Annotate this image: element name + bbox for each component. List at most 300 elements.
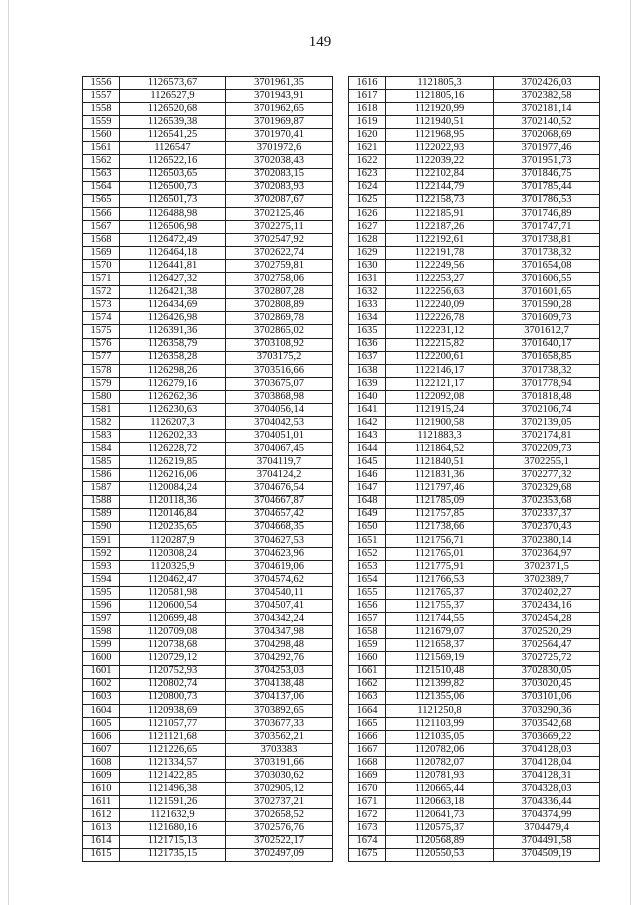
x-coordinate-cell: 1121785,09: [386, 495, 494, 508]
y-coordinate-cell: 3702905,12: [226, 783, 333, 796]
point-number-cell: 1633: [349, 299, 386, 312]
y-coordinate-cell: 3704124,2: [226, 469, 333, 482]
x-coordinate-cell: 1122102,84: [386, 168, 494, 181]
point-number-cell: 1645: [349, 456, 386, 469]
point-number-cell: 1614: [83, 835, 120, 848]
y-coordinate-cell: 3701738,32: [494, 247, 600, 260]
point-number-cell: 1634: [349, 312, 386, 325]
y-coordinate-cell: 3702337,37: [494, 508, 600, 521]
x-coordinate-cell: 1122226,78: [386, 312, 494, 325]
x-coordinate-cell: 1122231,12: [386, 325, 494, 338]
x-coordinate-cell: 1126501,73: [120, 194, 226, 207]
x-coordinate-cell: 1126527,9: [120, 90, 226, 103]
table-row: [349, 90, 600, 103]
x-coordinate-cell: 1120802,74: [120, 678, 226, 691]
x-coordinate-cell: 1126472,49: [120, 233, 226, 246]
y-coordinate-cell: 3701970,41: [226, 129, 333, 142]
point-number-cell: 1598: [83, 626, 120, 639]
y-coordinate-cell: 3701654,08: [494, 260, 600, 273]
point-number-cell: 1603: [83, 691, 120, 704]
point-number-cell: 1596: [83, 600, 120, 613]
point-number-cell: 1669: [349, 770, 386, 783]
x-coordinate-cell: 1126358,28: [120, 351, 226, 364]
y-coordinate-cell: 3704042,53: [226, 417, 333, 430]
y-coordinate-cell: 3704138,48: [226, 678, 333, 691]
table-row: [349, 260, 600, 273]
x-coordinate-cell: 1121744,55: [386, 613, 494, 626]
table-row: [83, 456, 333, 469]
point-number-cell: 1577: [83, 351, 120, 364]
x-coordinate-cell: 1121940,51: [386, 116, 494, 129]
y-coordinate-cell: 3704137,06: [226, 691, 333, 704]
x-coordinate-cell: 1122092,08: [386, 390, 494, 403]
table-row: [83, 403, 333, 416]
y-coordinate-cell: 3704668,35: [226, 521, 333, 534]
x-coordinate-cell: 1121756,71: [386, 534, 494, 547]
table-row: [349, 796, 600, 809]
table-row: [349, 390, 600, 403]
table-row: [349, 403, 600, 416]
page-number: 149: [308, 34, 332, 50]
x-coordinate-cell: 1122185,91: [386, 207, 494, 220]
x-coordinate-cell: 1120782,06: [386, 743, 494, 756]
point-number-cell: 1624: [349, 181, 386, 194]
x-coordinate-cell: 1122249,56: [386, 260, 494, 273]
point-number-cell: 1647: [349, 482, 386, 495]
y-coordinate-cell: 3701818,48: [494, 390, 600, 403]
y-coordinate-cell: 3704619,06: [226, 560, 333, 573]
table-row: [83, 796, 333, 809]
point-number-cell: 1591: [83, 534, 120, 547]
point-number-cell: 1587: [83, 482, 120, 495]
point-number-cell: 1649: [349, 508, 386, 521]
point-number-cell: 1656: [349, 600, 386, 613]
y-coordinate-cell: 3703542,68: [494, 717, 600, 730]
point-number-cell: 1611: [83, 796, 120, 809]
table-row: [349, 848, 600, 861]
table-row: [349, 233, 600, 246]
table-row: [349, 77, 600, 90]
y-coordinate-cell: 3701738,32: [494, 364, 600, 377]
y-coordinate-cell: 3702068,69: [494, 129, 600, 142]
point-number-cell: 1592: [83, 547, 120, 560]
y-coordinate-cell: 3702353,68: [494, 495, 600, 508]
x-coordinate-cell: 1120641,73: [386, 809, 494, 822]
y-coordinate-cell: 3701962,65: [226, 103, 333, 116]
y-coordinate-cell: 3701609,73: [494, 312, 600, 325]
x-coordinate-cell: 1121035,05: [386, 730, 494, 743]
x-coordinate-cell: 1120800,73: [120, 691, 226, 704]
y-coordinate-cell: 3702364,97: [494, 547, 600, 560]
y-coordinate-cell: 3702209,73: [494, 443, 600, 456]
point-number-cell: 1605: [83, 717, 120, 730]
table-row: [83, 273, 333, 286]
table-row: [83, 600, 333, 613]
table-row: [83, 469, 333, 482]
table-row: [349, 757, 600, 770]
table-row: [349, 155, 600, 168]
table-row: [349, 639, 600, 652]
x-coordinate-cell: 1121831,36: [386, 469, 494, 482]
y-coordinate-cell: 3702737,21: [226, 796, 333, 809]
x-coordinate-cell: 1122192,61: [386, 233, 494, 246]
y-coordinate-cell: 3702402,27: [494, 587, 600, 600]
table-row: [349, 299, 600, 312]
point-number-cell: 1654: [349, 573, 386, 586]
y-coordinate-cell: 3704479,4: [494, 822, 600, 835]
y-coordinate-cell: 3702139,05: [494, 417, 600, 430]
table-row: [83, 90, 333, 103]
point-number-cell: 1671: [349, 796, 386, 809]
point-number-cell: 1564: [83, 181, 120, 194]
x-coordinate-cell: 1121057,77: [120, 717, 226, 730]
y-coordinate-cell: 3703868,98: [226, 390, 333, 403]
y-coordinate-cell: 3701961,35: [226, 77, 333, 90]
y-coordinate-cell: 3702382,58: [494, 90, 600, 103]
table-row: [349, 665, 600, 678]
table-row: [349, 613, 600, 626]
y-coordinate-cell: 3704509,19: [494, 848, 600, 861]
table-row: [83, 809, 333, 822]
x-coordinate-cell: 1121121,68: [120, 730, 226, 743]
point-number-cell: 1643: [349, 430, 386, 443]
y-coordinate-cell: 3704292,76: [226, 652, 333, 665]
x-coordinate-cell: 1120146,84: [120, 508, 226, 521]
point-number-cell: 1606: [83, 730, 120, 743]
y-coordinate-cell: 3703562,21: [226, 730, 333, 743]
y-coordinate-cell: 3702174,81: [494, 430, 600, 443]
table-row: [349, 495, 600, 508]
x-coordinate-cell: 1126522,16: [120, 155, 226, 168]
x-coordinate-cell: 1120575,37: [386, 822, 494, 835]
table-row: [83, 129, 333, 142]
point-number-cell: 1583: [83, 430, 120, 443]
y-coordinate-cell: 3701738,81: [494, 233, 600, 246]
table-row: [349, 456, 600, 469]
y-coordinate-cell: 3702255,1: [494, 456, 600, 469]
point-number-cell: 1570: [83, 260, 120, 273]
x-coordinate-cell: 1126426,98: [120, 312, 226, 325]
x-coordinate-cell: 1121797,46: [386, 482, 494, 495]
table-row: [349, 547, 600, 560]
table-row: [349, 809, 600, 822]
y-coordinate-cell: 3702275,11: [226, 220, 333, 233]
table-row: [83, 704, 333, 717]
y-coordinate-cell: 3701977,46: [494, 142, 600, 155]
y-coordinate-cell: 3703677,33: [226, 717, 333, 730]
point-number-cell: 1626: [349, 207, 386, 220]
point-number-cell: 1599: [83, 639, 120, 652]
y-coordinate-cell: 3702658,52: [226, 809, 333, 822]
y-coordinate-cell: 3701612,7: [494, 325, 600, 338]
table-row: [349, 822, 600, 835]
x-coordinate-cell: 1121679,07: [386, 626, 494, 639]
y-coordinate-cell: 3704676,54: [226, 482, 333, 495]
point-number-cell: 1572: [83, 286, 120, 299]
y-coordinate-cell: 3701590,28: [494, 299, 600, 312]
y-coordinate-cell: 3702522,17: [226, 835, 333, 848]
y-coordinate-cell: 3704336,44: [494, 796, 600, 809]
x-coordinate-cell: 1121864,52: [386, 443, 494, 456]
x-coordinate-cell: 1121765,37: [386, 587, 494, 600]
x-coordinate-cell: 1126279,16: [120, 377, 226, 390]
point-number-cell: 1631: [349, 273, 386, 286]
x-coordinate-cell: 1122191,78: [386, 247, 494, 260]
x-coordinate-cell: 1121775,91: [386, 560, 494, 573]
table-row: [83, 822, 333, 835]
y-coordinate-cell: 3704491,58: [494, 835, 600, 848]
x-coordinate-cell: 1122039,22: [386, 155, 494, 168]
x-coordinate-cell: 1122187,26: [386, 220, 494, 233]
point-number-cell: 1563: [83, 168, 120, 181]
table-row: [83, 691, 333, 704]
x-coordinate-cell: 1121103,99: [386, 717, 494, 730]
x-coordinate-cell: 1121735,15: [120, 848, 226, 861]
y-coordinate-cell: 3703675,07: [226, 377, 333, 390]
point-number-cell: 1638: [349, 364, 386, 377]
point-number-cell: 1639: [349, 377, 386, 390]
y-coordinate-cell: 3702083,93: [226, 181, 333, 194]
table-row: [83, 181, 333, 194]
y-coordinate-cell: 3701972,6: [226, 142, 333, 155]
table-row: [349, 626, 600, 639]
y-coordinate-cell: 3702426,03: [494, 77, 600, 90]
table-row: [83, 639, 333, 652]
table-row: [349, 835, 600, 848]
table-row: [349, 338, 600, 351]
x-coordinate-cell: 1122144,79: [386, 181, 494, 194]
point-number-cell: 1597: [83, 613, 120, 626]
table-row: [83, 757, 333, 770]
y-coordinate-cell: 3703669,22: [494, 730, 600, 743]
x-coordinate-cell: 1121422,85: [120, 770, 226, 783]
x-coordinate-cell: 1126262,36: [120, 390, 226, 403]
y-coordinate-cell: 3704540,11: [226, 587, 333, 600]
x-coordinate-cell: 1121334,57: [120, 757, 226, 770]
point-number-cell: 1670: [349, 783, 386, 796]
y-coordinate-cell: 3701658,85: [494, 351, 600, 364]
y-coordinate-cell: 3703175,2: [226, 351, 333, 364]
table-row: [349, 364, 600, 377]
y-coordinate-cell: 3702807,28: [226, 286, 333, 299]
table-row: [83, 364, 333, 377]
point-number-cell: 1582: [83, 417, 120, 430]
table-row: [83, 743, 333, 756]
x-coordinate-cell: 1121766,53: [386, 573, 494, 586]
x-coordinate-cell: 1126539,38: [120, 116, 226, 129]
x-coordinate-cell: 1120462,47: [120, 573, 226, 586]
point-number-cell: 1581: [83, 403, 120, 416]
table-row: [83, 233, 333, 246]
point-number-cell: 1635: [349, 325, 386, 338]
x-coordinate-cell: 1121632,9: [120, 809, 226, 822]
x-coordinate-cell: 1120287,9: [120, 534, 226, 547]
x-coordinate-cell: 1120568,89: [386, 835, 494, 848]
point-number-cell: 1574: [83, 312, 120, 325]
y-coordinate-cell: 3702497,09: [226, 848, 333, 861]
point-number-cell: 1661: [349, 665, 386, 678]
x-coordinate-cell: 1120600,54: [120, 600, 226, 613]
table-row: [83, 613, 333, 626]
y-coordinate-cell: 3702371,5: [494, 560, 600, 573]
x-coordinate-cell: 1121805,3: [386, 77, 494, 90]
y-coordinate-cell: 3701951,73: [494, 155, 600, 168]
table-row: [83, 77, 333, 90]
y-coordinate-cell: 3704119,7: [226, 456, 333, 469]
table-row: [83, 390, 333, 403]
point-number-cell: 1646: [349, 469, 386, 482]
point-number-cell: 1640: [349, 390, 386, 403]
point-number-cell: 1590: [83, 521, 120, 534]
y-coordinate-cell: 3704298,48: [226, 639, 333, 652]
y-coordinate-cell: 3701601,65: [494, 286, 600, 299]
x-coordinate-cell: 1121715,13: [120, 835, 226, 848]
table-row: [349, 430, 600, 443]
point-number-cell: 1616: [349, 77, 386, 90]
x-coordinate-cell: 1121883,3: [386, 430, 494, 443]
point-number-cell: 1607: [83, 743, 120, 756]
x-coordinate-cell: 1121757,85: [386, 508, 494, 521]
point-number-cell: 1568: [83, 233, 120, 246]
point-number-cell: 1578: [83, 364, 120, 377]
y-coordinate-cell: 3701746,89: [494, 207, 600, 220]
table-row: [83, 260, 333, 273]
y-coordinate-cell: 3702564,47: [494, 639, 600, 652]
x-coordinate-cell: 1126506,98: [120, 220, 226, 233]
x-coordinate-cell: 1126488,98: [120, 207, 226, 220]
y-coordinate-cell: 3702758,06: [226, 273, 333, 286]
point-number-cell: 1601: [83, 665, 120, 678]
y-coordinate-cell: 3702759,81: [226, 260, 333, 273]
y-coordinate-cell: 3702520,29: [494, 626, 600, 639]
point-number-cell: 1612: [83, 809, 120, 822]
point-number-cell: 1589: [83, 508, 120, 521]
table-row: [349, 730, 600, 743]
point-number-cell: 1637: [349, 351, 386, 364]
point-number-cell: 1608: [83, 757, 120, 770]
point-number-cell: 1560: [83, 129, 120, 142]
y-coordinate-cell: 3703020,45: [494, 678, 600, 691]
x-coordinate-cell: 1120665,44: [386, 783, 494, 796]
point-number-cell: 1663: [349, 691, 386, 704]
table-row: [83, 325, 333, 338]
y-coordinate-cell: 3702083,15: [226, 168, 333, 181]
y-coordinate-cell: 3701786,53: [494, 194, 600, 207]
x-coordinate-cell: 1120118,36: [120, 495, 226, 508]
table-row: [83, 665, 333, 678]
table-row: [349, 220, 600, 233]
table-row: [83, 207, 333, 220]
table-row: [349, 743, 600, 756]
x-coordinate-cell: 1121915,24: [386, 403, 494, 416]
x-coordinate-cell: 1121591,26: [120, 796, 226, 809]
y-coordinate-cell: 3701943,91: [226, 90, 333, 103]
point-number-cell: 1666: [349, 730, 386, 743]
point-number-cell: 1579: [83, 377, 120, 390]
point-number-cell: 1617: [349, 90, 386, 103]
table-row: [83, 377, 333, 390]
point-number-cell: 1641: [349, 403, 386, 416]
point-number-cell: 1600: [83, 652, 120, 665]
table-row: [83, 194, 333, 207]
x-coordinate-cell: 1120729,12: [120, 652, 226, 665]
x-coordinate-cell: 1122022,93: [386, 142, 494, 155]
point-number-cell: 1652: [349, 547, 386, 560]
point-number-cell: 1632: [349, 286, 386, 299]
y-coordinate-cell: 3704128,31: [494, 770, 600, 783]
x-coordinate-cell: 1126434,69: [120, 299, 226, 312]
point-number-cell: 1667: [349, 743, 386, 756]
point-number-cell: 1659: [349, 639, 386, 652]
x-coordinate-cell: 1126520,68: [120, 103, 226, 116]
y-coordinate-cell: 3704056,14: [226, 403, 333, 416]
table-row: [83, 534, 333, 547]
table-row: [349, 116, 600, 129]
point-number-cell: 1567: [83, 220, 120, 233]
point-number-cell: 1668: [349, 757, 386, 770]
x-coordinate-cell: 1126219,85: [120, 456, 226, 469]
x-coordinate-cell: 1122256,63: [386, 286, 494, 299]
x-coordinate-cell: 1122253,27: [386, 273, 494, 286]
x-coordinate-cell: 1120325,9: [120, 560, 226, 573]
x-coordinate-cell: 1126541,25: [120, 129, 226, 142]
table-row: [349, 521, 600, 534]
coordinates-table-right: [348, 76, 600, 862]
point-number-cell: 1644: [349, 443, 386, 456]
x-coordinate-cell: 1120781,93: [386, 770, 494, 783]
y-coordinate-cell: 3704128,04: [494, 757, 600, 770]
y-coordinate-cell: 3703108,92: [226, 338, 333, 351]
point-number-cell: 1569: [83, 247, 120, 260]
y-coordinate-cell: 3702106,74: [494, 403, 600, 416]
point-number-cell: 1642: [349, 417, 386, 430]
table-row: [349, 587, 600, 600]
x-coordinate-cell: 1121569,19: [386, 652, 494, 665]
table-row: [83, 848, 333, 861]
y-coordinate-cell: 3704574,62: [226, 573, 333, 586]
table-row: [349, 678, 600, 691]
table-row: [83, 142, 333, 155]
x-coordinate-cell: 1126207,3: [120, 417, 226, 430]
x-coordinate-cell: 1121968,95: [386, 129, 494, 142]
table-row: [349, 286, 600, 299]
point-number-cell: 1602: [83, 678, 120, 691]
table-row: [83, 443, 333, 456]
point-number-cell: 1660: [349, 652, 386, 665]
y-coordinate-cell: 3704067,45: [226, 443, 333, 456]
y-coordinate-cell: 3702125,46: [226, 207, 333, 220]
point-number-cell: 1613: [83, 822, 120, 835]
point-number-cell: 1558: [83, 103, 120, 116]
y-coordinate-cell: 3701785,44: [494, 181, 600, 194]
y-coordinate-cell: 3704128,03: [494, 743, 600, 756]
table-row: [83, 351, 333, 364]
y-coordinate-cell: 3702454,28: [494, 613, 600, 626]
x-coordinate-cell: 1121738,66: [386, 521, 494, 534]
y-coordinate-cell: 3701846,75: [494, 168, 600, 181]
x-coordinate-cell: 1121920,99: [386, 103, 494, 116]
point-number-cell: 1604: [83, 704, 120, 717]
x-coordinate-cell: 1126464,18: [120, 247, 226, 260]
point-number-cell: 1662: [349, 678, 386, 691]
x-coordinate-cell: 1120699,48: [120, 613, 226, 626]
table-row: [349, 273, 600, 286]
point-number-cell: 1672: [349, 809, 386, 822]
y-coordinate-cell: 3704328,03: [494, 783, 600, 796]
y-coordinate-cell: 3703101,06: [494, 691, 600, 704]
table-row: [349, 103, 600, 116]
point-number-cell: 1653: [349, 560, 386, 573]
